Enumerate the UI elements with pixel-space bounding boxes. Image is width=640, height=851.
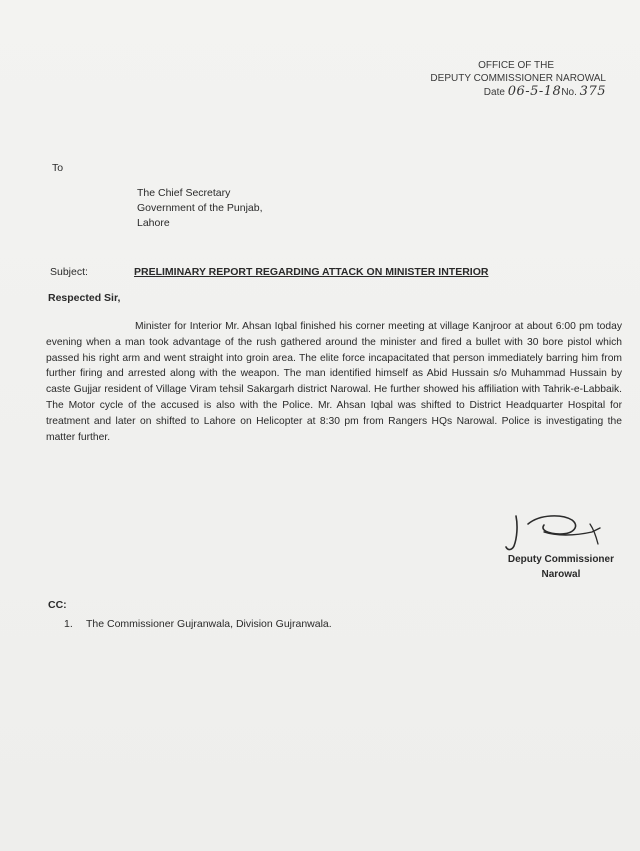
date-value: 06-5-18 — [507, 84, 562, 99]
letterhead — [430, 59, 606, 99]
signature-mark — [500, 510, 610, 558]
addressee-line-1: The Chief Secretary — [137, 187, 231, 199]
office-line: OFFICE OF THE — [478, 60, 554, 71]
signatory-block — [508, 552, 614, 582]
salutation: Respected Sir, — [48, 292, 121, 304]
number-label: No. — [561, 87, 577, 98]
subject-text: PRELIMINARY REPORT REGARDING ATTACK ON MINISTER INTERIOR — [134, 266, 489, 278]
to-label: To — [52, 162, 64, 174]
office-name: DEPUTY COMMISSIONER NAROWAL — [430, 73, 606, 84]
number-value: 375 — [579, 84, 606, 99]
date-line — [430, 85, 606, 99]
signatory-location: Narowal — [541, 569, 581, 580]
report-body: Minister for Interior Mr. Ahsan Iqbal finished his corner meeting at village Kanjroor at about 6:00 pm today evening when a man took advantage of the rush gathered around the minister and fired a bullet with 30 bore pistol which passed his right arm and went straight into groin area. The elite force incapacitated that person immediately barring him from further firing and arrested along with the weapon. The man identified himself as Abid Hussain s/o Muhammad Hussain by caste Gujjar resident of Village Viram tehsil Sakargarh district Narowal. He further showed his affiliation with Tahrik-e-Labbaik. The Motor cycle of the accused is also with the Police. Mr. Ahsan Iqbal was shifted to District Headquarter Hospital for treatment and later on shifted to Lahore on Helicopter at 8:30 pm from Rangers HQs Narowal. Police is investigating the matter further. — [46, 321, 622, 443]
cc-list — [64, 618, 332, 632]
subject-label: Subject: — [50, 266, 88, 278]
cc-item-number: 1. — [64, 618, 73, 630]
cc-item — [64, 618, 332, 632]
date-label: Date — [483, 87, 505, 98]
cc-item-text: The Commissioner Gujranwala, Division Gujranwala. — [86, 618, 332, 630]
addressee-line-3: Lahore — [137, 217, 170, 229]
signatory-title: Deputy Commissioner — [507, 554, 614, 565]
addressee-block — [137, 186, 263, 231]
cc-label: CC: — [48, 599, 67, 611]
addressee-line-2: Government of the Punjab, — [137, 202, 263, 214]
subject-row — [50, 266, 610, 280]
